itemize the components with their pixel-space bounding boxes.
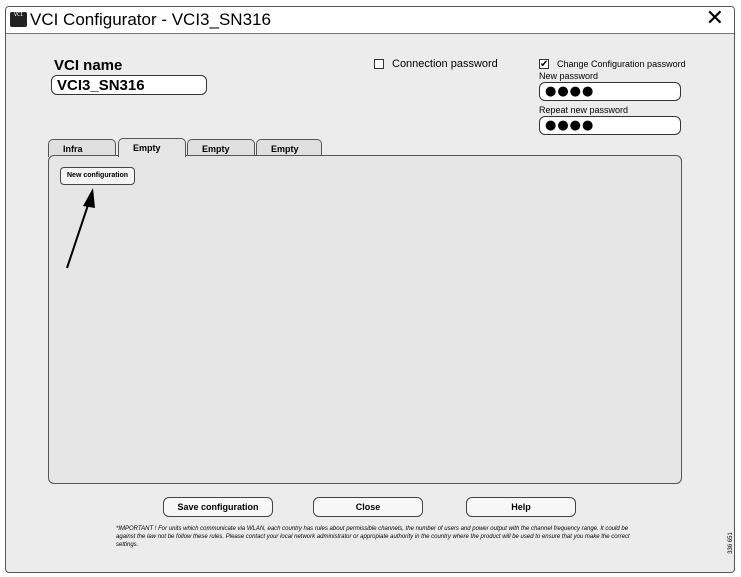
connection-password-checkbox[interactable] [374,59,384,69]
close-window-button[interactable]: ✕ [705,6,724,31]
repeat-password-label: Repeat new password [539,105,629,115]
title-bar [6,7,734,34]
vci-name-input[interactable]: VCI3_SN316 [51,75,207,95]
new-configuration-button[interactable]: New configuration [60,167,135,185]
wlan-important-note: *IMPORTANT ! For units which communicate via WLAN, each country has rules about permissible channels, the number of users and power output with the channel frequency range. It could be against the law not be follow these rules. Please contact your local network administrator or appropiate authority in the country where the product will be used to ensure that you make the correct settings. [116,526,630,548]
tab-empty-2[interactable]: Empty [187,139,255,157]
change-config-password-row[interactable] [539,59,686,69]
change-config-password-label: Change Configuration password [557,59,686,69]
connection-password-label: Connection password [392,58,498,70]
arrow-shaft [67,202,89,268]
window-title: VCI Configurator - VCI3_SN316 [30,10,271,29]
figure-code: 336 651 [728,532,735,554]
arrow-head [83,188,95,208]
close-button[interactable]: Close [313,497,423,517]
vci-name-label: VCI name [54,57,123,74]
app-icon: VCI [10,12,27,27]
connection-password-row[interactable] [374,58,498,70]
arrow-annotation [61,182,101,272]
tab-empty-3[interactable]: Empty [256,139,322,157]
help-button[interactable]: Help [466,497,576,517]
tab-empty-1[interactable]: Empty [118,138,186,157]
app-window [5,6,735,573]
change-config-password-checkbox[interactable]: ✔ [540,59,549,70]
new-password-field[interactable]: ●●●● [539,82,681,101]
config-panel [48,155,682,484]
tab-infra[interactable]: Infra [48,139,116,157]
repeat-password-field[interactable]: ●●●● [539,116,681,135]
save-configuration-button[interactable]: Save configuration [163,497,273,517]
new-password-label: New password [539,71,599,81]
